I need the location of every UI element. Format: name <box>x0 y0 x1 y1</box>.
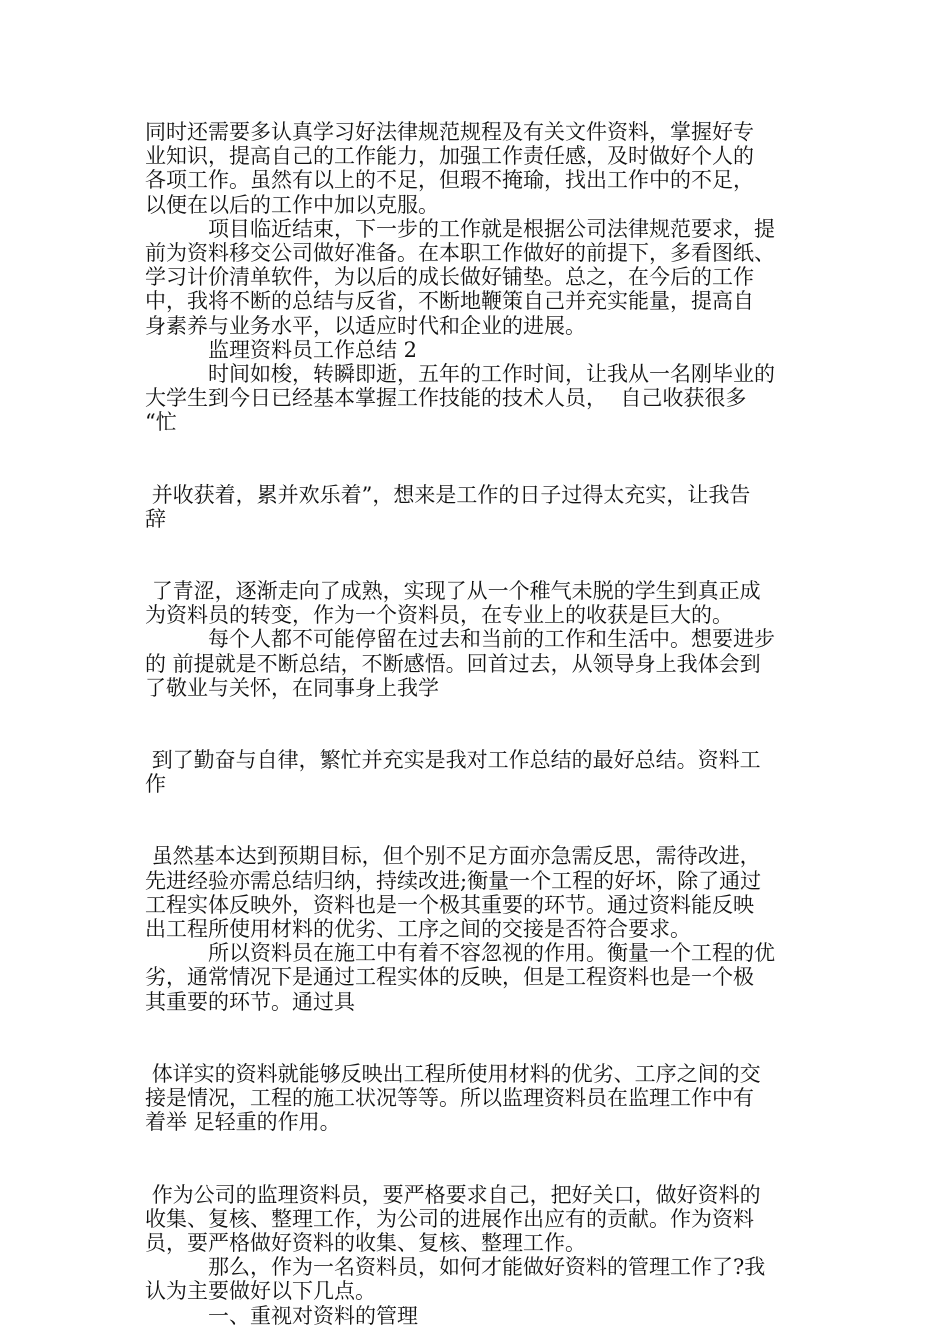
text-line: 工程实体反映外，资料也是一个极其重要的环节。通过资料能反映 <box>145 892 754 917</box>
text-line: 业知识，提高自己的工作能力，加强工作责任感，及时做好个人的 <box>145 144 754 169</box>
text-line: “忙 <box>145 410 177 435</box>
text-line: 各项工作。虽然有以上的不足，但瑕不掩瑜，找出工作中的不足， <box>145 168 754 193</box>
text-line: 并收获着，累并欢乐着”，想来是工作的日子过得太充实，让我告 <box>145 482 751 507</box>
text-line: 劣，通常情况下是通过工程实体的反映，但是工程资料也是一个极 <box>145 965 754 990</box>
paragraph-gap <box>145 700 825 748</box>
paragraph-gap <box>145 435 825 483</box>
text-line: 身素养与业务水平，以适应时代和企业的进展。 <box>145 313 586 338</box>
text-line: 学习计价清单软件，为以后的成长做好铺垫。总之，在今后的工作 <box>145 265 754 290</box>
text-line: 前为资料移交公司做好准备。在本职工作做好的前提下，多看图纸、 <box>145 241 775 266</box>
paragraph-gap <box>145 1014 825 1062</box>
section-heading: 一、重视对资料的管理 <box>145 1303 418 1328</box>
text-line: 其重要的环节。通过具 <box>145 989 355 1014</box>
text-line: 出工程所使用材料的优劣、工序之间的交接是否符合要求。 <box>145 917 691 942</box>
text-line: 那么，作为一名资料员，如何才能做好资料的管理工作了?我 <box>145 1255 766 1280</box>
paragraph-gap <box>145 1135 825 1183</box>
text-line: 先进经验亦需总结归纳，持续改进;衡量一个工程的好坏，除了通过 <box>145 868 762 893</box>
text-line: 大学生到今日已经基本掌握工作技能的技术人员， 自己收获很多 <box>145 386 747 411</box>
text-line: 时间如梭，转瞬即逝，五年的工作时间，让我从一名刚毕业的 <box>145 362 775 387</box>
text-line: 收集、复核、整理工作，为公司的进展作出应有的贡献。作为资料 <box>145 1206 754 1231</box>
text-line: 体详实的资料就能够反映出工程所使用材料的优劣、工序之间的交 <box>145 1061 761 1086</box>
text-line: 认为主要做好以下几点。 <box>145 1279 376 1304</box>
paragraph-gap <box>145 531 825 579</box>
paragraph-gap <box>145 796 825 844</box>
text-line: 辞 <box>145 506 166 531</box>
text-line: 着举 足轻重的作用。 <box>145 1110 341 1135</box>
text-line: 每个人都不可能停留在过去和当前的工作和生活中。想要进步 <box>145 627 775 652</box>
text-line: 所以资料员在施工中有着不容忽视的作用。衡量一个工程的优 <box>145 941 775 966</box>
text-line: 作为公司的监理资料员，要严格要求自己，把好关口，做好资料的 <box>145 1182 761 1207</box>
text-line: 员，要严格做好资料的收集、复核、整理工作。 <box>145 1230 586 1255</box>
text-line: 到了勤奋与自律，繁忙并充实是我对工作总结的最好总结。资料工 <box>145 748 761 773</box>
text-line: 了敬业与关怀，在同事身上我学 <box>145 675 439 700</box>
text-line: 中，我将不断的总结与反省，不断地鞭策自己并充实能量，提高自 <box>145 289 754 314</box>
text-line: 了青涩，逐渐走向了成熟，实现了从一个稚气未脱的学生到真正成 <box>145 579 761 604</box>
text-line: 以便在以后的工作中加以克服。 <box>145 192 439 217</box>
text-line: 同时还需要多认真学习好法律规范规程及有关文件资料，掌握好专 <box>145 120 754 144</box>
text-line: 虽然基本达到预期目标，但个别不足方面亦急需反思，需待改进， <box>145 844 761 869</box>
section-heading: 监理资料员工作总结 2 <box>145 337 418 362</box>
text-line: 为资料员的转变，作为一个资料员，在专业上的收获是巨大的。 <box>145 603 733 628</box>
text-line: 项目临近结束，下一步的工作就是根据公司法律规范要求，提 <box>145 216 775 241</box>
document-body <box>145 120 825 1328</box>
text-line: 的 前提就是不断总结，不断感悟。回首过去，从领导身上我体会到 <box>145 651 761 676</box>
text-line: 作 <box>145 772 166 797</box>
text-line: 接是情况，工程的施工状况等等。所以监理资料员在监理工作中有 <box>145 1086 754 1111</box>
